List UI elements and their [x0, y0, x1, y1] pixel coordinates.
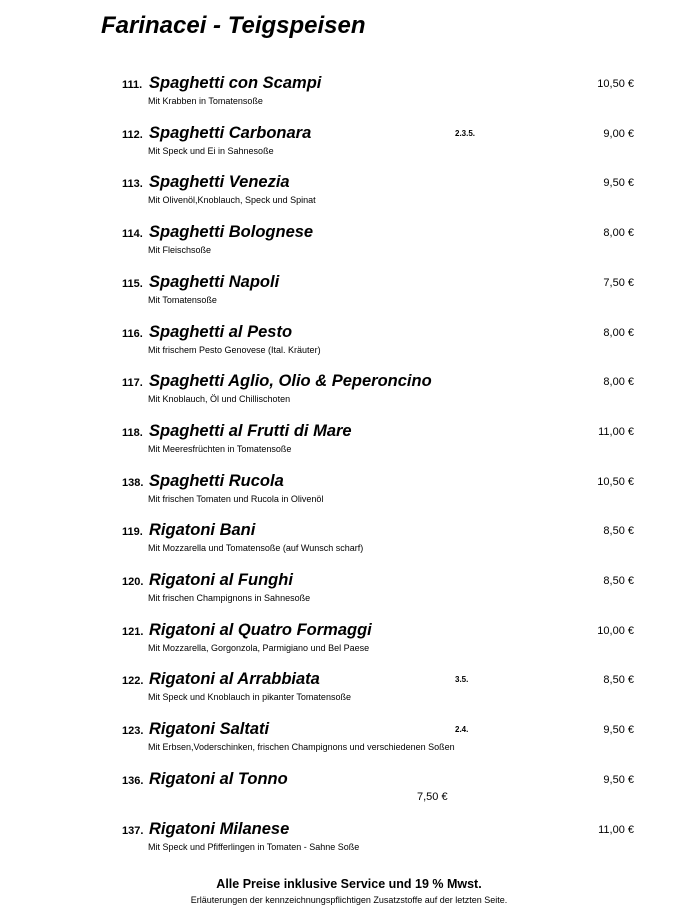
item-price: 10,00 €	[597, 625, 634, 637]
item-name: Spaghetti al Pesto	[149, 323, 293, 341]
item-price: 7,50 €	[603, 277, 634, 289]
item-price: 8,50 €	[603, 674, 634, 686]
menu-item	[0, 422, 698, 471]
item-price: 9,50 €	[603, 724, 634, 736]
item-number: 113.	[122, 178, 143, 190]
item-description: Mit frischen Champignons in Sahnesoße	[148, 593, 311, 603]
item-description: Mit Knoblauch, Öl und Chillischoten	[148, 394, 291, 404]
item-price: 8,00 €	[603, 227, 634, 239]
item-price: 10,50 €	[597, 78, 634, 90]
menu-item	[0, 223, 698, 272]
item-description: Mit Mozzarella, Gorgonzola, Parmigiano und Bel Paese	[148, 643, 370, 653]
item-description: Mit Meeresfrüchten in Tomatensoße	[148, 444, 292, 454]
item-price: 11,00 €	[598, 824, 634, 836]
menu-item	[0, 820, 698, 869]
menu-item	[0, 670, 698, 719]
item-name: Spaghetti Aglio, Olio & Peperoncino	[149, 372, 432, 390]
menu-item	[0, 621, 698, 670]
item-number: 114.	[122, 228, 143, 240]
item-number: 111.	[122, 79, 143, 91]
item-price: 9,50 €	[603, 774, 634, 786]
item-name: Rigatoni Bani	[149, 521, 256, 539]
item-description: Mit Erbsen,Voderschinken, frischen Champignons und verschiedenen Soßen	[148, 742, 455, 752]
menu-item	[0, 173, 698, 222]
item-description: Mit Fleischsoße	[148, 245, 212, 255]
item-description: Mit Krabben in Tomatensoße	[148, 96, 263, 106]
item-price: 8,00 €	[603, 376, 634, 388]
item-name: Rigatoni al Funghi	[149, 571, 293, 589]
menu-item	[0, 720, 698, 769]
item-price: 10,50 €	[597, 476, 634, 488]
item-number: 136.	[122, 775, 144, 787]
additives-notice: Erläuterungen der kennzeichnungspflichtigen Zusatzstoffe auf der letzten Seite.	[190, 895, 508, 905]
menu-item	[0, 323, 698, 372]
item-number: 119.	[122, 526, 143, 538]
item-name: Rigatoni al Arrabbiata	[149, 670, 320, 688]
item-description: Mit Speck und Pfifferlingen in Tomaten - Sahne Soße	[148, 842, 360, 852]
menu-item	[0, 571, 698, 620]
item-description: Mit Mozzarella und Tomatensoße (auf Wunsch scharf)	[148, 543, 364, 553]
item-price: 8,00 €	[603, 327, 634, 339]
item-price: 9,00 €	[603, 128, 634, 140]
menu-item	[0, 372, 698, 421]
item-number: 121.	[122, 626, 144, 638]
item-number: 112.	[122, 129, 143, 141]
item-name: Spaghetti Carbonara	[149, 124, 312, 142]
item-number: 118.	[122, 427, 143, 439]
item-name: Rigatoni Milanese	[149, 820, 290, 838]
item-additive-codes: 2.3.5.	[455, 129, 476, 138]
item-name: Spaghetti con Scampi	[149, 74, 322, 92]
item-number: 116.	[122, 328, 143, 340]
item-additive-codes: 3.5.	[455, 675, 469, 684]
item-price: 8,50 €	[603, 525, 634, 537]
menu-item	[0, 74, 698, 123]
item-description: Mit Speck und Knoblauch in pikanter Tomatensoße	[148, 692, 351, 702]
menu-item	[0, 472, 698, 521]
item-description: Mit frischem Pesto Genovese (Ital. Kräuter)	[148, 345, 321, 355]
item-price: 9,50 €	[603, 177, 634, 189]
item-extra-price: 7,50 €	[417, 791, 448, 803]
item-description: Mit Olivenöl,Knoblauch, Speck und Spinat	[148, 195, 316, 205]
item-number: 123.	[122, 725, 144, 737]
item-description: Mit Speck und Ei in Sahnesoße	[148, 146, 274, 156]
item-name: Rigatoni Saltati	[149, 720, 270, 738]
item-number: 120.	[122, 576, 144, 588]
menu-item	[0, 521, 698, 570]
item-price: 8,50 €	[603, 575, 634, 587]
menu-item	[0, 124, 698, 173]
item-number: 117.	[122, 377, 143, 389]
item-name: Spaghetti al Frutti di Mare	[149, 422, 352, 440]
item-description: Mit frischen Tomaten und Rucola in Olivenöl	[148, 494, 324, 504]
item-description: Mit Tomatensoße	[148, 295, 217, 305]
item-number: 115.	[122, 278, 143, 290]
item-number: 137.	[122, 825, 144, 837]
item-name: Rigatoni al Tonno	[149, 770, 288, 788]
item-name: Spaghetti Bolognese	[149, 223, 314, 241]
menu-item	[0, 770, 698, 819]
price-notice: Alle Preise inklusive Service und 19 % Mwst.	[216, 877, 482, 891]
item-name: Rigatoni al Quatro Formaggi	[149, 621, 372, 639]
menu-item	[0, 273, 698, 322]
item-name: Spaghetti Venezia	[149, 173, 290, 191]
item-number: 138.	[122, 477, 144, 489]
item-name: Spaghetti Napoli	[149, 273, 280, 291]
menu-title: Farinacei - Teigspeisen	[101, 12, 366, 39]
item-name: Spaghetti Rucola	[149, 472, 284, 490]
item-price: 11,00 €	[598, 426, 634, 438]
item-number: 122.	[122, 675, 144, 687]
item-additive-codes: 2.4.	[455, 725, 469, 734]
